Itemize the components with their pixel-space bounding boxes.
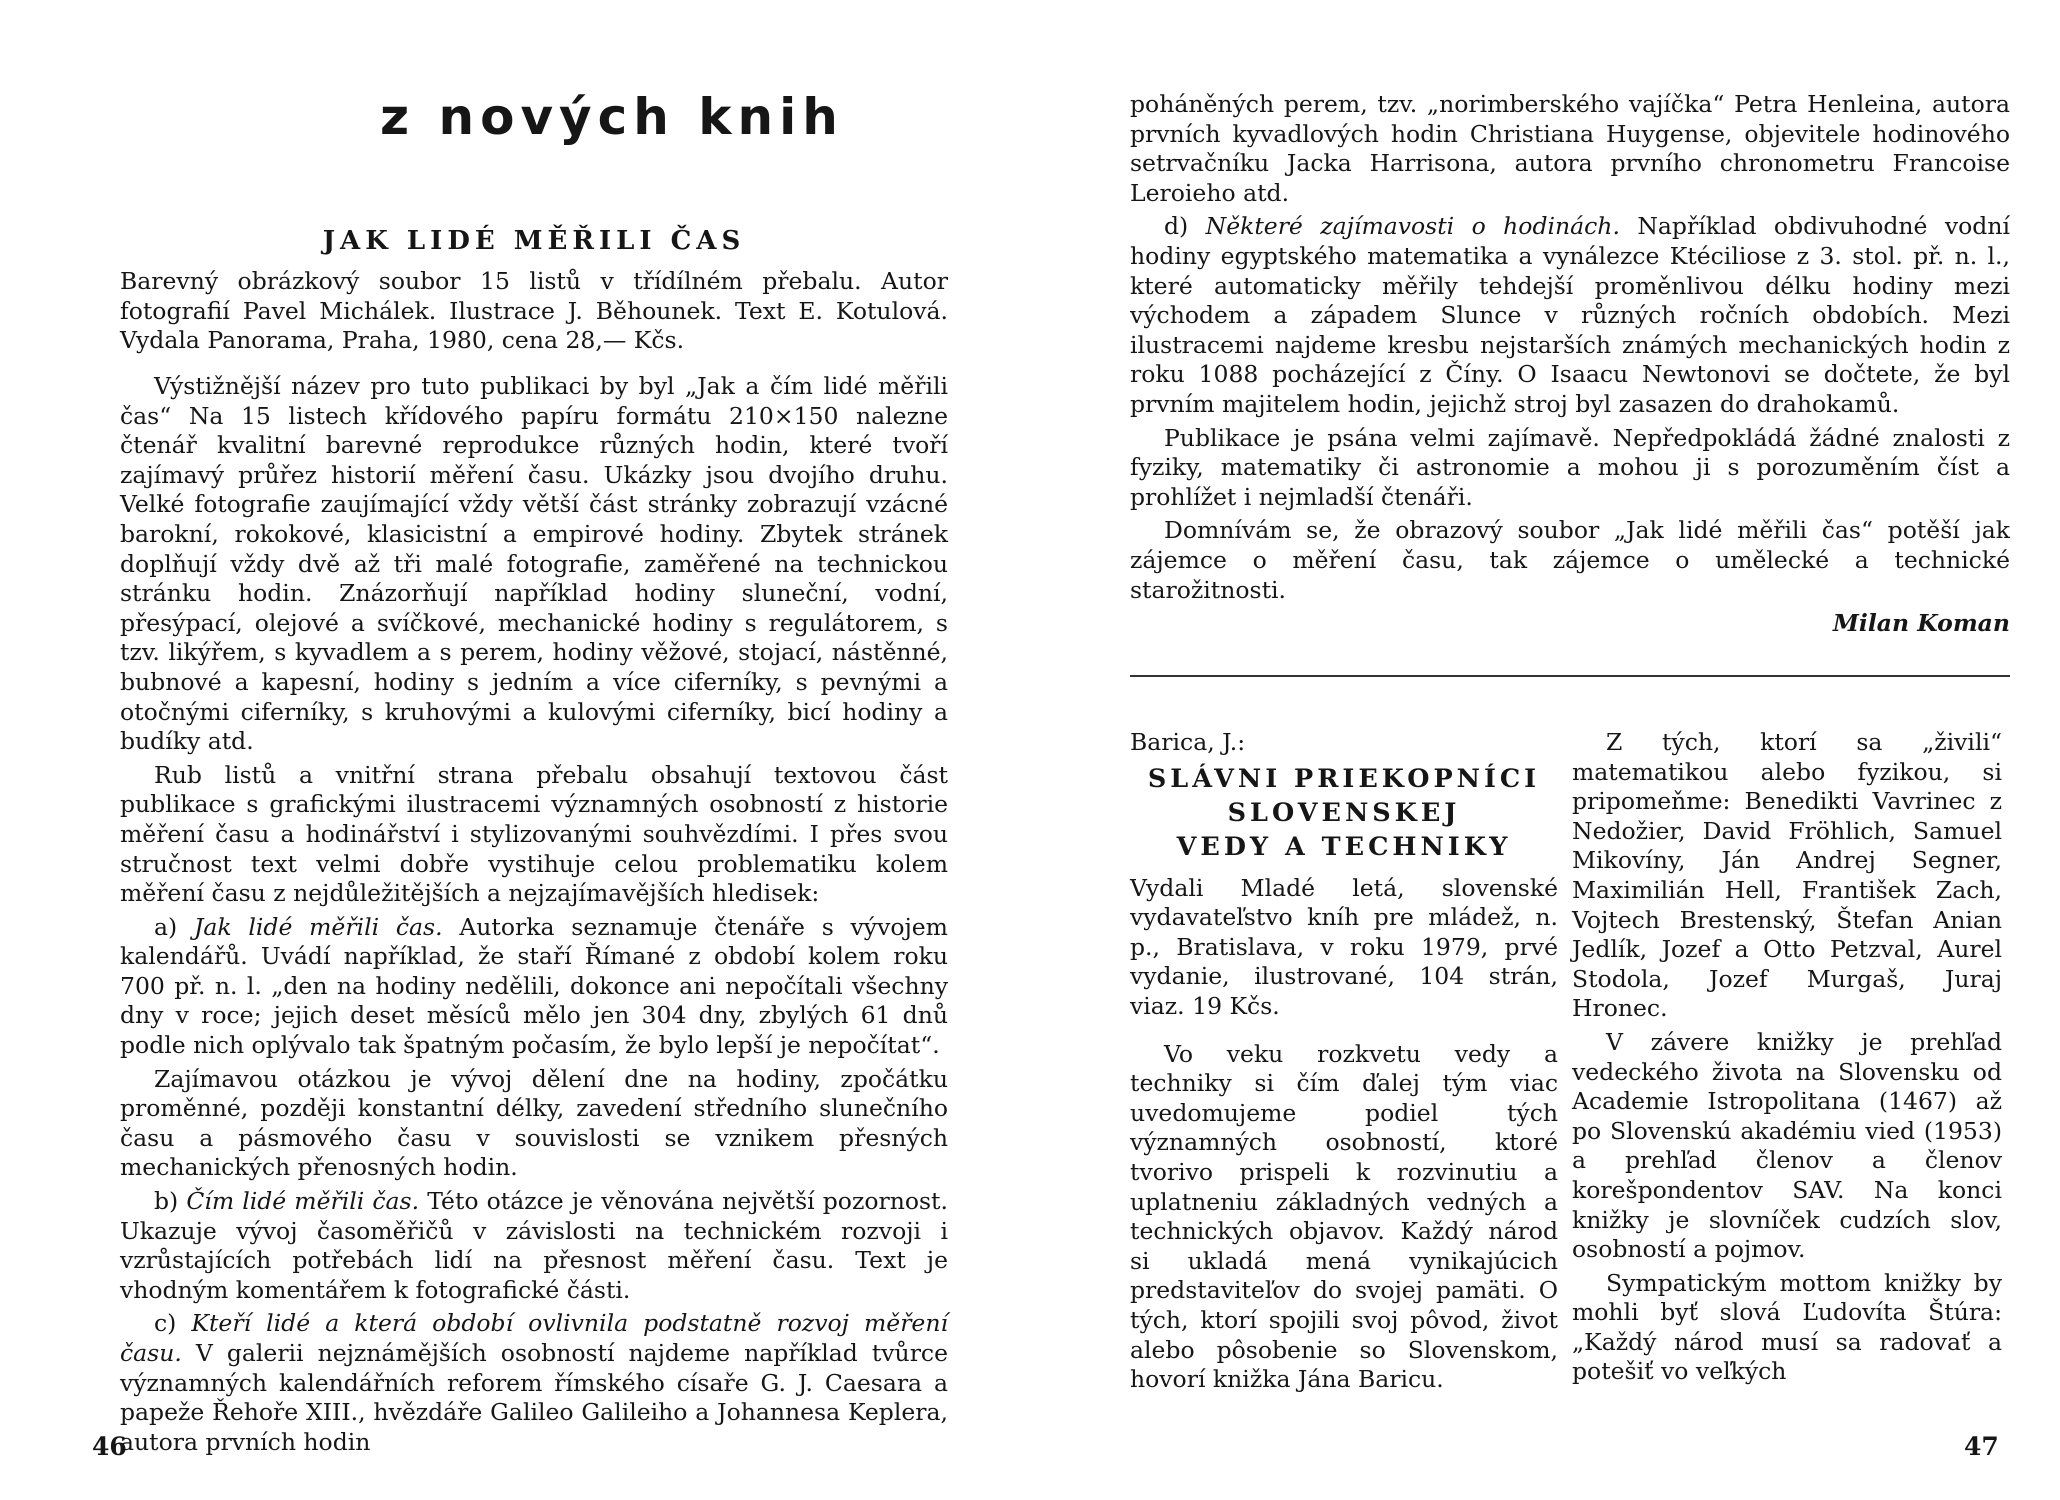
page-number-left: 46	[92, 1432, 127, 1461]
bibliography-block	[120, 267, 948, 360]
review2-title-line: VEDY A TECHNIKY	[1176, 831, 1512, 862]
paragraph-c-title: Kteří lidé a která období ovlivnila podstatně rozvoj měření času.	[120, 1309, 948, 1367]
review2-paragraph-sympatickym: Sympatickým mottom knižky by mohli byť slová Ľudovíta Štúra: „Každý národ musí sa radovať a potešiť vo veľkých	[1572, 1268, 2002, 1386]
book-title: JAK LIDÉ MĚŘILI ČAS	[322, 226, 746, 256]
review2-author: Barica, J.:	[1130, 728, 1246, 756]
continuation-text: poháněných perem, tzv. „norimberského vajíčka“ Petra Henleina, autora prvních kyvadlových hodin Christiana Huygense, objevitele hodinového setrvačníku Jacka Harrisona, autora prvního chronometru Francoise Leroieho atd.	[1130, 90, 2010, 207]
paragraph-a-text: Autorka seznamuje čtenáře s vývojem kalendářů. Uvádí například, že staří Římané z období kolem roku 700 př. n. l. „den na hodiny nedělili, dokonce ani nepočítali všechny dny v roce; jejich deset měsíců mělo jen 304 dny, zbylých 61 dnů podle nich oplývalo tak špatným počasím, že bylo lepší je nepočítat“.	[120, 912, 948, 1060]
review2-title-line: SLOVENSKEJ	[1227, 797, 1461, 828]
paragraph-b-title: Čím lidé měřili čas.	[186, 1187, 420, 1216]
paragraph-b-label: b)	[154, 1187, 179, 1216]
review2-paragraph-z-tych: Z tých, ktorí sa „živili“ matematikou alebo fyzikou, si pripomeňme: Benedikti Vavrinec z Nedožier, David Fröhlich, Samuel Mikovíny, Ján Andrej Segner, Maximilián Hell, František Zach, Vojtech Brestenský, Štefan Anian Jedlík, Jozef a Otto Petzval, Aurel Stodola, Jozef Murgaš, Juraj Hronec.	[1572, 728, 2002, 1023]
paragraph-a	[120, 913, 948, 1061]
paragraph-c	[120, 1309, 948, 1457]
review2-left-column	[1130, 728, 1558, 1399]
section-heading: z nových knih	[380, 88, 844, 146]
right-page	[1030, 0, 2060, 1500]
paragraph-c-text: V galerii nejznámějších osobností najdeme například tvůrce významných kalendářních reforem římského císaře G. J. Caesara a papeže Řehoře XIII., hvězdáře Galileo Galileiho a Johannesa Keplera, autora prvních hodin	[120, 1339, 948, 1456]
review-text-column	[120, 372, 948, 1461]
review2-paragraph-v-zavere: V závere knižky je prehľad vedeckého života na Slovensku od Academie Istropolitana (1467) až po Slovenskú akadémiu vied (1953) a prehľad členov a členov korešpondentov SAV. Na konci knižky je slovníček cudzích slov, osobností a pojmov.	[1572, 1027, 2002, 1264]
paragraph-d-label: d)	[1164, 212, 1189, 241]
paragraph-c-label: c)	[154, 1309, 177, 1338]
paragraph-d-title: Některé zajímavosti o hodinách.	[1205, 212, 1620, 241]
paragraph-b-text: Této otázce je věnována největší pozornost. Ukazuje vývoj časoměřičů v závislosti na technickém rozvoji i vzrůstajících potřebách lidí na přesnost měření času. Text je vhodným komentářem k fotografické části.	[120, 1187, 948, 1304]
review2-right-column	[1572, 728, 2002, 1391]
review2-title	[1130, 762, 1558, 864]
paragraph-b	[120, 1187, 948, 1305]
review2-title-line: SLÁVNI PRIEKOPNÍCI	[1147, 763, 1541, 794]
paragraph-d-text: Například obdivuhodné vodní hodiny egyptského matematika a vynálezce Ktéciliose z 3. stol. př. n. l., které automaticky měřily tehdejší proměnlivou délku hodiny mezi východem a západem Slunce v různých ročních obdobích. Mezi ilustracemi najdeme kresbu nejstarších známých mechanických hodin z roku 1088 pocházející z Číny. O Isaacu Newtonovi se dočtete, že byl prvním majitelem hodin, jejichž stroj byl zasazen do drahokamů.	[1130, 212, 2010, 418]
review2-bibliography: Vydali Mladé letá, slovenské vydavateľstvo kníh pre mládež, n. p., Bratislava, v roku 1979, prvé vydanie, ilustrované, 104 strán, viaz. 19 Kčs.	[1130, 873, 1558, 1020]
paragraph-rub: Rub listů a vnitřní strana přebalu obsahují textovou část publikace s grafickými ilustracemi významných osobností z historie měření času a hodinářství i stylizovanými souhvězdími. I přes svou stručnost text velmi dobře vystihuje celou problematiku kolem měření času z nejdůležitějších a nejzajímavějších hledisek:	[120, 760, 948, 908]
paragraph-question: Zajímavou otázkou je vývoj dělení dne na hodiny, zpočátku proměnné, později konstantní délky, zavedení středního slunečního času a pásmového času v souvislosti se vznikem přesných mechanických přenosných hodin.	[120, 1064, 948, 1182]
signature: Milan Koman	[1832, 609, 2010, 638]
review2-paragraph-vo-veku: Vo veku rozkvetu vedy a techniky si čím ďalej tým viac uvedomujeme podiel tých významných osobností, ktoré tvorivo prispeli k rozvinutiu a uplatneniu základných vedných a technických objavov. Každý národ si ukladá mená vynikajúcich predstaviteľov do svojej pamäti. O tých, ktorí spojili svoj pôvod, život alebo pôsobenie so Slovenskom, hovorí knižka Jána Baricu.	[1130, 1039, 1558, 1394]
bibliography: Barevný obrázkový soubor 15 listů v třídílném přebalu. Autor fotografií Pavel Michálek. Ilustrace J. Běhounek. Text E. Kotulová. Vydala Panorama, Praha, 1980, cena 28,— Kčs.	[120, 267, 948, 355]
paragraph-a-label: a)	[154, 912, 178, 941]
paragraph-d	[1130, 212, 2010, 419]
paragraph-a-title: Jak lidé měřili čas.	[193, 912, 443, 941]
section-divider	[1130, 675, 2010, 677]
paragraph-publikace: Publikace je psána velmi zajímavě. Nepředpokládá žádné znalosti z fyziky, matematiky či astronomie a mohou ji s porozuměním číst a prohlížet i nejmladší čtenáři.	[1130, 423, 2010, 511]
page-number-right: 47	[1964, 1432, 1999, 1461]
paragraph-intro: Výstižnější název pro tuto publikaci by byl „Jak a čím lidé měřili čas“ Na 15 listech křídového papíru formátu 210×150 nalezne čtenář kvalitní barevné reprodukce různých hodin, které tvoří zajímavý průřez historií měření času. Ukázky jsou dvojího druhu. Velké fotografie zaujímající vždy větší část stránky zobrazují vzácné barokní, rokokové, klasicistní a empirové hodiny. Zbytek stránek doplňují vždy dvě až tři malé fotografie, zaměřené na technickou stránku hodin. Znázorňují například hodiny sluneční, vodní, přesýpací, olejové a svíčkové, mechanické hodiny s regulátorem, s tzv. likýřem, s kyvadlem a s perem, hodiny věžové, stojací, nástěnné, bubnové a kapesní, hodiny s jedním a více ciferníky, s pevnými a otočnými ciferníky, s kruhovými a kulovými ciferníky, bicí hodiny a budíky atd.	[120, 372, 948, 756]
review-continuation-column	[1130, 90, 2010, 643]
paragraph-domnivam: Domnívám se, že obrazový soubor „Jak lidé měřili čas“ potěší jak zájemce o měření času, tak zájemce o umělecké a technické starožitnosti.	[1130, 516, 2010, 604]
